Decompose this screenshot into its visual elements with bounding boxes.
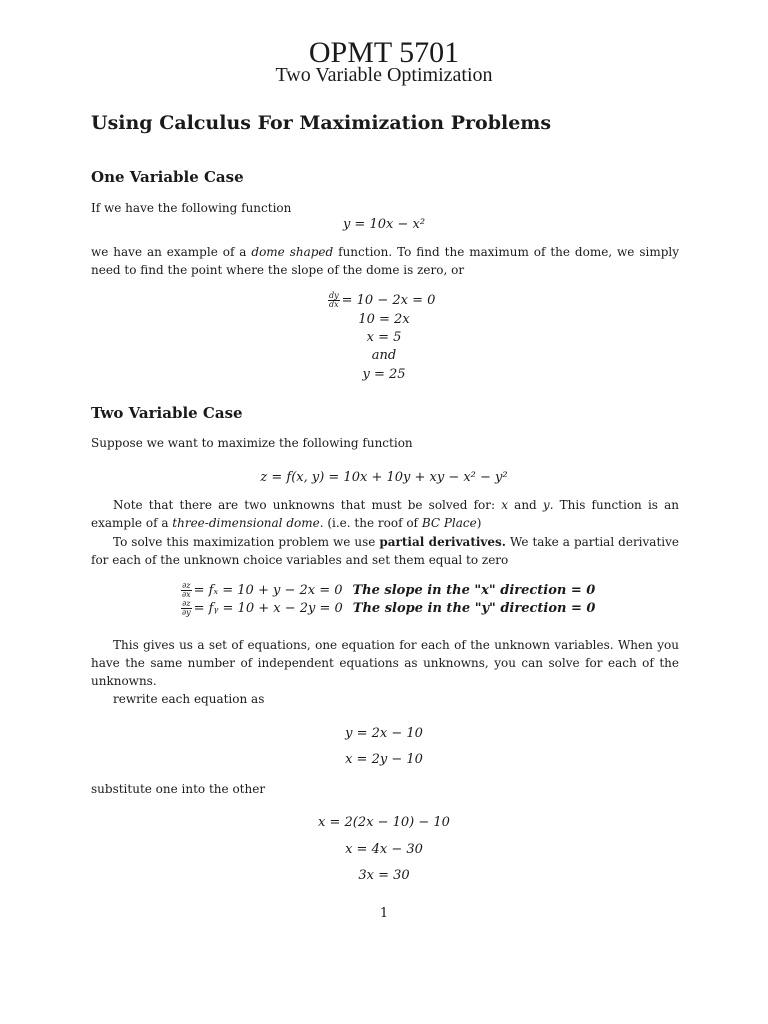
unknowns-paragraph: Note that there are two unknowns that must be solved for: x and y. This function is an example of a three-dimensional dome. (i.e. the roof of BC Place) — [91, 498, 679, 530]
equation-step-4: and — [371, 348, 397, 363]
system-paragraph: This gives us a set of equations, one equation for each of the unknown variables. When you have the same number of independent equations as unknowns, you can solve for each of the unknowns. — [91, 638, 679, 688]
rewrite-equation-2: x = 2y − 10 — [345, 752, 423, 767]
dome-paragraph: we have an example of a dome shaped function. To find the maximum of the dome, we simply need to find the point where the slope of the dome is zero, or — [91, 245, 679, 277]
one-variable-intro: If we have the following function — [91, 201, 292, 215]
two-variable-heading: Two Variable Case — [91, 404, 243, 422]
page-number: 1 — [379, 906, 389, 921]
substitution-step-1: x = 2(2x − 10) − 10 — [318, 815, 450, 830]
partial-derivatives-paragraph: To solve this maximization problem we use partial derivatives. We take a partial derivative for each of the unknown choice variables and set them equal to zero — [91, 535, 679, 567]
partial-derivative-y: $\frac{\partial z}{\partial y}$ = fᵧ = 10 + x − 2y = 0 The slope in the "y" direction = 0 — [182, 599, 596, 617]
substitution-step-2: x = 4x − 30 — [345, 842, 423, 857]
rewrite-equation-1: y = 2x − 10 — [345, 726, 423, 741]
section-heading: Using Calculus For Maximization Problems — [91, 112, 552, 134]
rewrite-paragraph: rewrite each equation as — [113, 692, 265, 706]
partial-derivative-x: $\frac{\partial z}{\partial x}$ = fₓ = 10 + y − 2x = 0 The slope in the "x" direction = 0 — [182, 581, 596, 599]
substitute-paragraph: substitute one into the other — [91, 782, 266, 796]
substitution-step-3: 3x = 30 — [358, 868, 410, 883]
equation-step-2: 10 = 2x — [358, 312, 410, 327]
equation-step-3: x = 5 — [366, 330, 402, 345]
one-variable-heading: One Variable Case — [91, 168, 244, 186]
one-variable-function: y = 10x − x² — [342, 217, 426, 232]
two-variable-intro: Suppose we want to maximize the following function — [91, 436, 413, 450]
page-subtitle: Two Variable Optimization — [275, 64, 493, 86]
page-title: OPMT 5701 — [308, 36, 460, 69]
equation-step-5: y = 25 — [362, 367, 406, 382]
derivative-equation: $\frac{dy}{dx}$ = 10 − 2x = 0 — [329, 291, 436, 309]
two-variable-function: z = f(x, y) = 10x + 10y + xy − x² − y² — [260, 470, 508, 485]
